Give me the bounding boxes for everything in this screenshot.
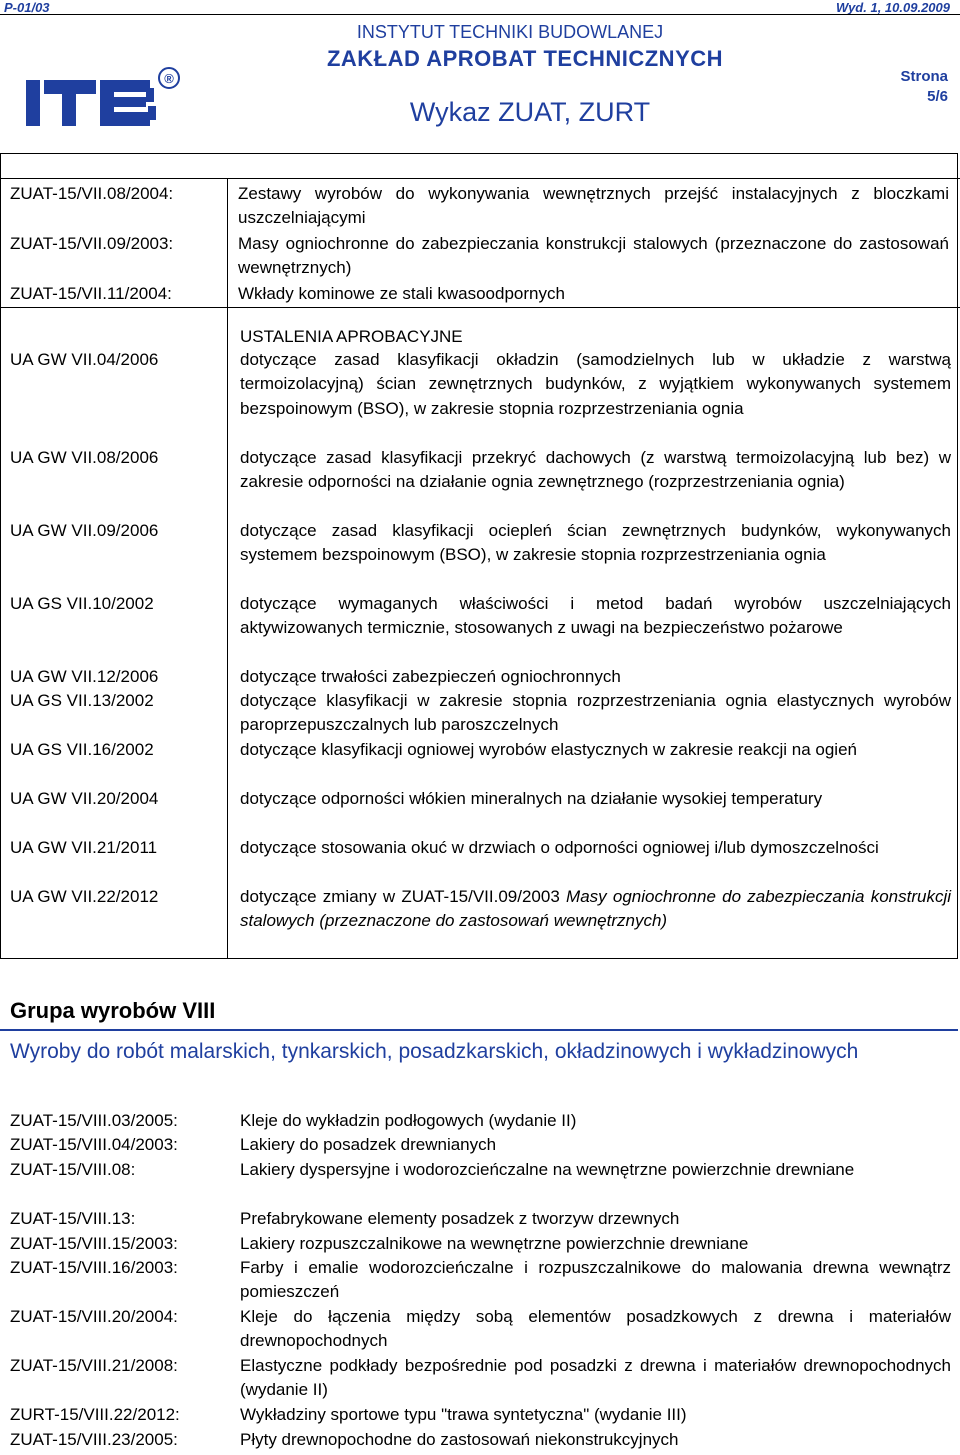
item-text: Kleje do wykładzin podłogowych (wydanie II) (240, 1111, 577, 1130)
page-label: Strona (900, 68, 948, 85)
row-text: dotyczące zasad klasyfikacji ociepleń ścian zewnętrznych budynków, wykonywanych systemem bezspoinowym (BSO), w zakresie stopnia rozprzestrzeniania ognia (240, 521, 951, 565)
item-code: ZUAT-15/VIII.15/2003: (10, 1234, 178, 1253)
item-text: Farby i emalie wodorozcieńczalne i rozpuszczalnikowe do malowania drewna wewnątrz pomieszczeń (240, 1258, 951, 1302)
row-code: UA GW VII.12/2006 (10, 667, 159, 686)
row-text: dotyczące trwałości zabezpieczeń ogniochronnych (240, 667, 621, 686)
item-code: ZUAT-15/VIII.04/2003: (10, 1135, 178, 1154)
item-code: ZUAT-15/VIII.08: (10, 1160, 136, 1179)
item-code: ZUAT-15/VIII.03/2005: (10, 1111, 178, 1130)
row-code: UA GW VII.20/2004 (10, 789, 159, 808)
item-code: ZUAT-15/VIII.23/2005: (10, 1430, 178, 1449)
group-subtitle: Wyroby do robót malarskich, tynkarskich, posadzkarskich, okładzinowych i wykładzinowych (10, 1040, 859, 1063)
page-number: 5/6 (927, 88, 948, 105)
item-text: Kleje do łączenia między sobą elementów posadzkowych z drewna i materiałów drewnopochodnych (240, 1307, 951, 1351)
row-text: Zestawy wyrobów do wykonywania wewnętrznych przejść instalacyjnych z bloczkami uszczelniającymi (238, 184, 949, 228)
department-name: ZAKŁAD APROBAT TECHNICZNYCH (326, 46, 724, 71)
row-text: dotyczące klasyfikacji w zakresie stopnia rozprzestrzeniania ognia elastycznych wyrobów paroprzepuszczalnych lub paroszczelnych (240, 691, 951, 735)
row-code: ZUAT-15/VII.08/2004: (10, 184, 174, 203)
edition-date: Wyd. 1, 10.09.2009 (836, 0, 950, 15)
row-code: ZUAT-15/VII.11/2004: (10, 284, 172, 303)
row-text: dotyczące zasad klasyfikacji przekryć dachowych (z warstwą termoizolacyjną lub bez) w zakresie odporności na działanie ognia zewnętrznego (rozprzestrzeniania ognia) (240, 448, 951, 492)
row-text: Masy ogniochronne do zabezpieczania konstrukcji stalowych (przeznaczone do zastosowań wewnętrznych) (238, 234, 949, 278)
row-text (240, 885, 951, 934)
item-text: Płyty drewnopochodne do zastosowań niekonstrukcyjnych (240, 1430, 679, 1449)
row-text: dotyczące klasyfikacji ogniowej wyrobów elastycznych w zakresie reakcji na ogień (240, 740, 857, 759)
item-code: ZUAT-15/VIII.13: (10, 1209, 136, 1228)
item-text: Wykładziny sportowe typu "trawa syntetyczna" (wydanie III) (240, 1405, 687, 1424)
row-text: dotyczące zasad klasyfikacji okładzin (samodzielnych lub w układzie z warstwą termoizolacyjną) ścian zewnętrznych budynków, z wyjątkiem wykonywanych systemem bezspoinowym (BSO), w zakresie stopnia rozprzestrzeniania ognia (240, 350, 951, 418)
header-rule (0, 14, 960, 15)
row-text-plain: dotyczące zmiany w ZUAT-15/VII.09/2003 (240, 887, 567, 906)
item-text: Lakiery do posadzek drewnianych (240, 1135, 497, 1154)
row-code: UA GS VII.16/2002 (10, 740, 154, 759)
registered-mark: ® (164, 71, 174, 86)
itb-logo-icon (26, 66, 182, 128)
table-divider (0, 307, 960, 308)
institute-name: INSTYTUT TECHNIKI BUDOWLANEJ (356, 22, 664, 42)
row-code: ZUAT-15/VII.09/2003: (10, 234, 174, 253)
group-title: Grupa wyrobów VIII (10, 998, 216, 1023)
row-text: dotyczące stosowania okuć w drzwiach o odporności ogniowej i/lub dymoszczelności (240, 838, 879, 857)
row-text: dotyczące odporności włókien mineralnych na działanie wysokiej temperatury (240, 789, 823, 808)
item-code: ZURT-15/VIII.22/2012: (10, 1405, 180, 1424)
item-code: ZUAT-15/VIII.20/2004: (10, 1307, 178, 1326)
item-code: ZUAT-15/VIII.21/2008: (10, 1356, 178, 1375)
row-text: Wkłady kominowe ze stali kwasoodpornych (238, 284, 565, 303)
row-code: UA GW VII.22/2012 (10, 887, 159, 906)
row-code: UA GW VII.04/2006 (10, 350, 159, 369)
section-title: USTALENIA APROBACYJNE (240, 327, 463, 346)
list-title: Wykaz ZUAT, ZURT (409, 97, 651, 127)
column-divider (227, 178, 228, 958)
item-text: Lakiery dyspersyjne i wodorozcieńczalne na wewnętrzne powierzchnie drewniane (240, 1160, 855, 1179)
table-divider (0, 178, 960, 179)
row-code: UA GW VII.09/2006 (10, 521, 159, 540)
item-code: ZUAT-15/VIII.16/2003: (10, 1258, 178, 1277)
row-text: dotyczące wymaganych właściwości i metod badań wyrobów uszczelniających aktywizowanych termicznie, stosowanych z uwagi na bezpieczeństwo pożarowe (240, 594, 951, 638)
row-code: UA GS VII.13/2002 (10, 691, 154, 710)
document-code: P-01/03 (4, 0, 50, 15)
item-text: Lakiery rozpuszczalnikowe na wewnętrzne powierzchnie drewniane (240, 1234, 749, 1253)
row-code: UA GW VII.21/2011 (10, 838, 158, 857)
row-text-italic: Masy ogniochronne do zabezpieczania konstrukcji stalowych (przeznaczone do zastosowań wewnętrznych) (240, 887, 951, 931)
item-text: Prefabrykowane elementy posadzek z tworzyw drzewnych (240, 1209, 680, 1228)
item-text: Elastyczne podkłady bezpośrednie pod posadzki z drewna i materiałów drewnopochodnych (wydanie II) (240, 1356, 951, 1400)
row-code: UA GS VII.10/2002 (10, 594, 154, 613)
row-code: UA GW VII.08/2006 (10, 448, 159, 467)
